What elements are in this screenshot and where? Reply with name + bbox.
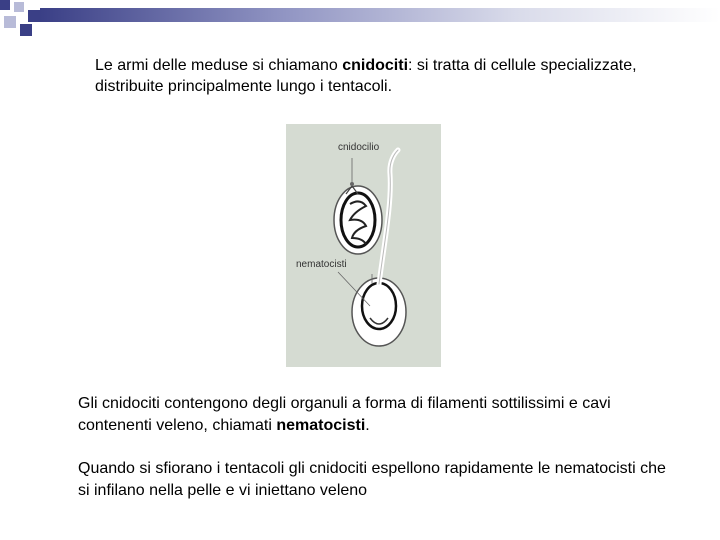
paragraph1-text-after: . xyxy=(365,417,370,434)
label-nematocisti: nematocisti xyxy=(296,259,347,270)
decor-square xyxy=(0,0,10,10)
decor-square xyxy=(14,2,24,12)
paragraph1-text-before: Gli cnidociti contengono degli organuli a forma di filamenti sottilissimi e cavi contenenti veleno, chiamati xyxy=(78,395,611,434)
intro-text xyxy=(95,55,655,97)
intro-text-before: Le armi delle meduse si chiamano xyxy=(95,57,343,74)
paragraph2-text: Quando si sfiorano i tentacoli gli cnidociti espellono rapidamente le nematocisti che si infilano nella pelle e vi iniettano veleno xyxy=(78,460,666,499)
decor-square xyxy=(4,16,16,28)
intro-text-after: : si tratta di cellule specializzate, distribuite principalmente lungo i tentacoli. xyxy=(95,57,637,95)
label-cnidocilio: cnidocilio xyxy=(338,142,380,153)
header-gradient-bar xyxy=(40,8,720,22)
decor-square xyxy=(20,24,32,36)
intro-bold-term: cnidociti xyxy=(342,57,409,74)
cnidocyte-drawing xyxy=(286,124,441,367)
paragraph1-bold-term: nematocisti xyxy=(276,417,366,434)
cnidocyte-illustration xyxy=(286,124,441,367)
paragraph-veleno xyxy=(78,458,678,502)
slide-header-decoration xyxy=(0,0,720,38)
decor-square xyxy=(28,10,40,22)
paragraph-nematocisti xyxy=(78,393,678,437)
